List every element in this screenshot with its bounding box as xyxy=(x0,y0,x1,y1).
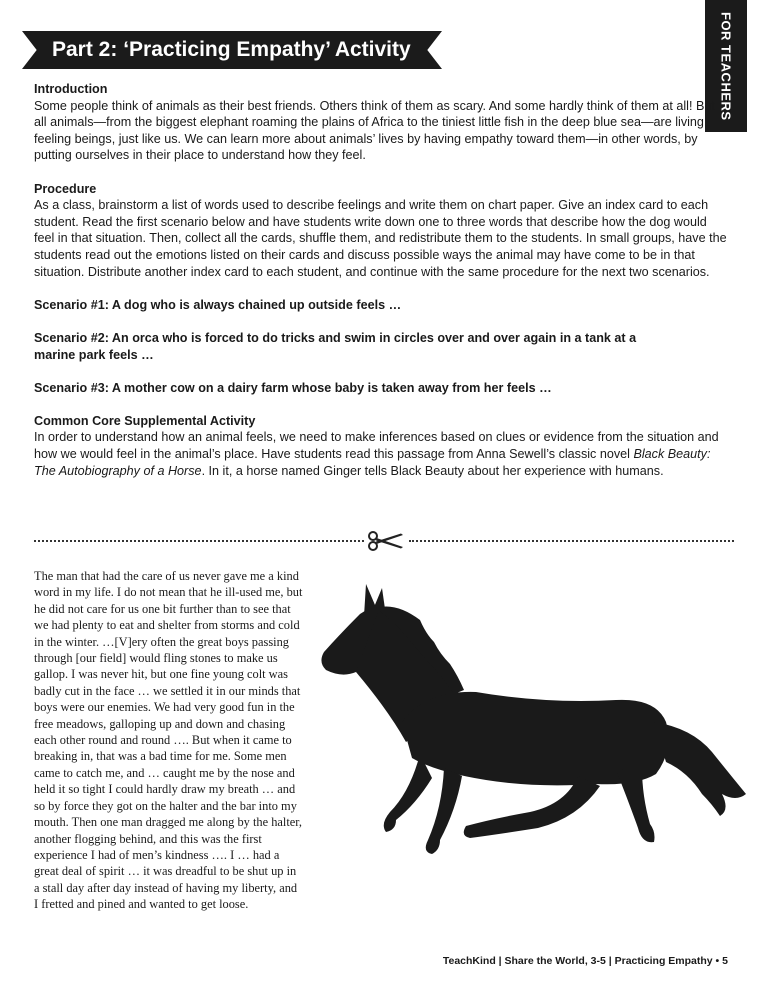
scenario-1: Scenario #1: A dog who is always chained up outside feels … xyxy=(34,297,402,312)
common-core-text-after: . In it, a horse named Ginger tells Black Beauty about her experience with humans. xyxy=(201,463,664,478)
horse-silhouette xyxy=(316,572,748,856)
procedure-text: As a class, brainstorm a list of words used to describe feelings and write them on chart paper. Give an index card to each student. Read the first scenario below and have students write down one to three words that describe how the dog would feel in that situation. Then, collect all the cards, shuffle them, and redistribute them to the students. In small groups, have the students read out the emotions listed on their cards and discuss possible ways the animal may have come to be in that situation. Distribute another index card to each student, and continue with the same procedure for the next two scenarios. xyxy=(34,198,727,279)
common-core-text-before: In order to understand how an animal feels, we need to make inferences based on clues or evidence from the situation and how we would feel in the animal’s place. Have students read this passage from Anna Sewell’s classic novel xyxy=(34,430,719,462)
book-title: Black Beauty: The Autobiography of a Horse xyxy=(34,447,711,478)
cut-line-dots-left xyxy=(34,540,364,542)
scenario-3: Scenario #3: A mother cow on a dairy farm whose baby is taken away from her feels … xyxy=(34,380,552,395)
cut-line xyxy=(34,531,734,551)
introduction-heading: Introduction xyxy=(34,82,108,96)
main-content xyxy=(34,81,729,479)
page-footer: TeachKind | Share the World, 3-5 | Practicing Empathy • 5 xyxy=(442,955,728,967)
book-excerpt: The man that had the care of us never gave me a kind word in my life. I do not mean that he ill-used me, but he did not care for us one bit further than to see that we had plenty to eat and shelter from storms and cold in the winter. …[V]ery often the great boys passing through [our field] would fling stones to make us gallop. I was never hit, but one fine young colt was badly cut in the face … we settled it in our minds that boys were our enemies. We had very good fun in the free meadows, galloping up and down and chasing each other round and round …. But when it came to breaking in, that was a bad time for me. Some men came to catch me, and … caught me by the nose and held it so tight I could hardly draw my breath … and so by force they got on the halter and the bar into my mouth. Then one man dragged me along by the halter, another flogging behind, and this was the first experience I had of men’s kindness …. I … had a great deal of spirit … it was dreadful to be shut up in a stall day after day instead of having my liberty, and I fretted and pined and wanted to get loose. xyxy=(34,569,303,912)
cut-line-dots-right xyxy=(409,540,734,542)
side-tab-label: FOR TEACHERS xyxy=(718,11,734,121)
procedure-heading: Procedure xyxy=(34,181,97,196)
common-core-text xyxy=(34,429,729,479)
scissors-icon xyxy=(367,531,405,551)
page-title: Part 2: ‘Practicing Empathy’ Activity xyxy=(52,38,411,61)
scenario-2: Scenario #2: An orca who is forced to do tricks and swim in circles over and over again in a tank at a marine park feels … xyxy=(34,330,637,362)
introduction-text: Some people think of animals as their best friends. Others think of them as scary. And some hardly think of them at all! But all animals—from the biggest elephant roaming the plains of Africa to the tiniest little fish in the deep blue sea—are living, feeling beings, just like us. We can learn more about animals’ lives by having empathy toward them—in other words, by putting ourselves in their place to understand how they feel. xyxy=(34,98,715,163)
common-core-heading: Common Core Supplemental Activity xyxy=(34,413,256,428)
